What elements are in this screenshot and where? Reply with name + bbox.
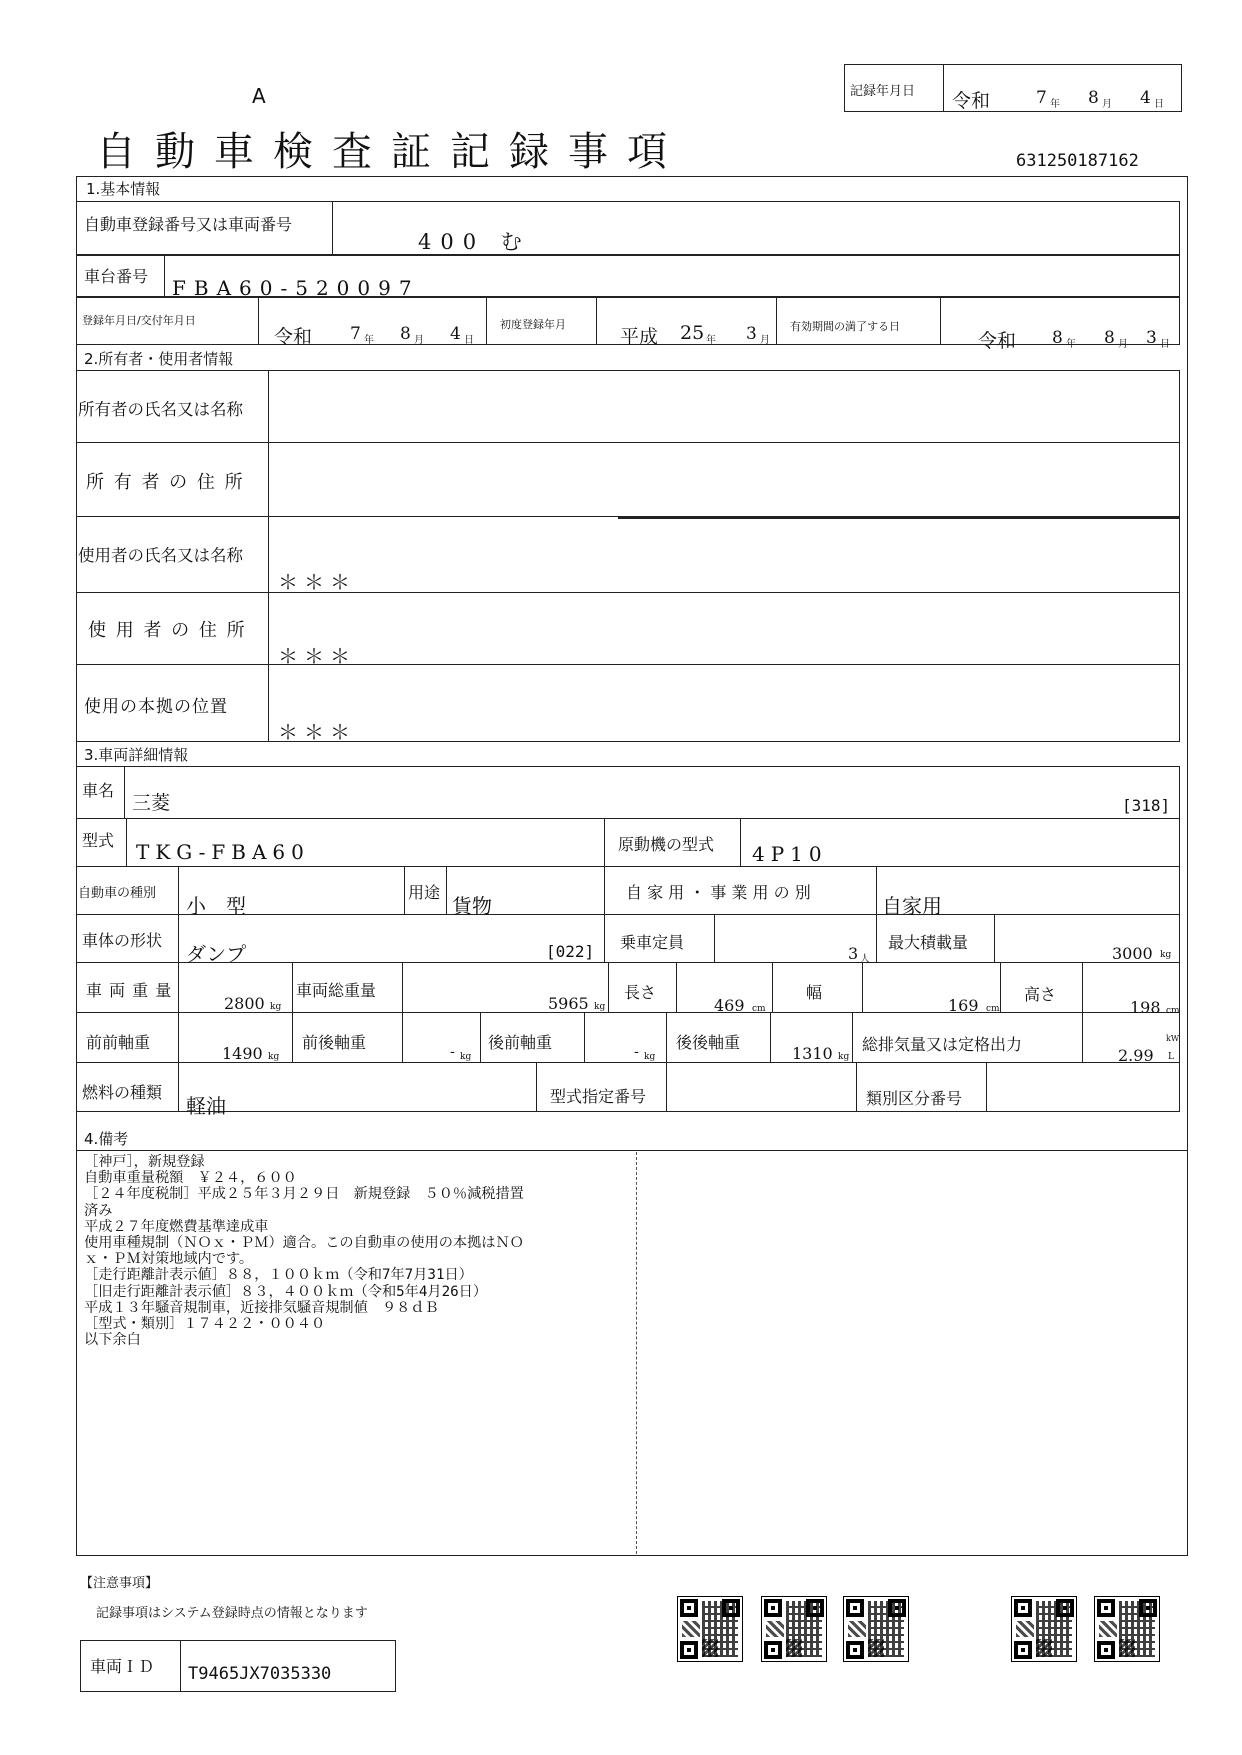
max-load-label: 最大積載量 [888,933,969,952]
expiry-day: 3 [1146,328,1157,348]
model-label: 型式 [82,831,115,850]
first-reg-era: 平成 [620,326,659,348]
remarks-line: 済み [84,1202,113,1219]
qr-code-3 [843,1596,909,1662]
capacity-value: 3 [848,944,859,963]
fr-axle-unit: kg [460,1052,472,1062]
car-name-value: 三菱 [132,792,171,814]
expiry-day-unit: 日 [1160,339,1170,350]
remarks-line: ［神戸］，新規登録 [84,1154,205,1170]
rf-axle-label: 後前軸重 [488,1033,553,1052]
record-date-day-unit: 日 [1154,99,1164,110]
capacity-label: 乗車定員 [620,933,685,952]
expiry-era: 令和 [978,330,1017,352]
gross-weight-value: 5965 [548,994,589,1013]
section4-heading: 4.備考 [84,1130,129,1148]
reg-date-day-unit: 日 [464,335,474,346]
remarks-line: ［型式・類別］１７４２２・００４０ [84,1316,326,1333]
rf-axle-unit: kg [644,1052,656,1062]
qr-code-2 [761,1596,827,1662]
section1-heading: 1.基本情報 [86,180,161,198]
section2-heading: 2.所有者・使用者情報 [84,350,234,368]
expiry-month-unit: 月 [1118,339,1128,350]
record-date-year: 7 [1036,88,1047,108]
displacement-unit-l: L [1168,1052,1174,1062]
fr-axle-value: - [450,1044,455,1060]
vehicle-weight-unit: kg [270,1002,282,1012]
fr-axle-label: 前後軸重 [302,1033,367,1052]
remarks-text [84,1154,524,1348]
ff-axle-value: 1490 [222,1044,263,1063]
expiry-year: 8 [1052,328,1063,348]
owner-address-label: 所 有 者 の 住 所 [86,472,245,493]
reg-date-month-unit: 月 [414,335,424,346]
owner-address-underline [618,517,1180,519]
private-business-label: 自 家 用 ・ 事 業 用 の 別 [626,883,811,902]
vehicle-weight-label: 車 両 重 量 [86,981,173,1000]
record-date-year-unit: 年 [1050,99,1060,110]
car-name-label: 車名 [82,781,115,800]
rr-axle-label: 後後軸重 [676,1033,741,1052]
owner-name-label: 所有者の氏名又は名称 [78,400,243,419]
record-date-month-unit: 月 [1102,99,1112,110]
qr-code-4 [1011,1596,1077,1662]
engine-model-label: 原動機の型式 [618,835,715,854]
car-name-code: [318] [1122,796,1171,815]
body-shape-label: 車体の形状 [82,931,163,950]
rr-axle-unit: kg [838,1052,850,1062]
reg-number-value: 400 む [418,230,531,254]
form-marker: A [252,84,266,108]
vehicle-class-label: 自動車の種別 [78,886,157,901]
first-reg-year: 25 [680,322,705,344]
first-reg-month-unit: 月 [760,335,770,346]
body-shape-code: [022] [546,942,595,961]
displacement-label: 総排気量又は定格出力 [862,1035,1023,1054]
reg-date-year-unit: 年 [364,335,374,346]
notice-text: 記録事項はシステム登録時点の情報となります [96,1606,368,1621]
base-location-value: ＊＊＊ [278,720,356,744]
remarks-line: 自動車重量税額 ￥２４，６００ [84,1170,297,1187]
body-shape-value: ダンプ [186,942,247,966]
vehicle-weight-value: 2800 [224,994,265,1013]
document-number: 631250187162 [1016,151,1139,171]
remarks-line: ［走行距離計表示値］８８，１００ｋｍ（令和7年7月31日） [84,1267,473,1284]
user-name-label: 使用者の氏名又は名称 [78,546,243,565]
max-load-unit: kg [1160,950,1172,960]
max-load-value: 3000 [1112,944,1153,963]
reg-number-label: 自動車登録番号又は車両番号 [84,215,293,234]
engine-model-value: 4P10 [752,842,828,866]
length-value: 469 [714,996,745,1015]
length-unit: cm [752,1004,766,1014]
rr-axle-value: 1310 [792,1044,833,1063]
remarks-line: ｘ・ＰＭ対策地域内です。 [84,1251,254,1268]
width-value: 169 [948,996,979,1015]
record-date-month: 8 [1088,88,1099,108]
gross-weight-unit: kg [594,1002,606,1012]
ff-axle-unit: kg [268,1052,280,1062]
reg-date-label: 登録年月日/交付年月日 [82,314,196,327]
remarks-line: ［旧走行距離計表示値］８３，４００ｋｍ（令和5年4月26日） [84,1283,488,1300]
remarks-line: 以下余白 [84,1332,141,1349]
vehicle-id-label: 車両ＩＤ [90,1657,155,1676]
first-reg-month: 3 [746,324,757,344]
capacity-unit: 人 [860,954,870,965]
expiry-year-unit: 年 [1066,339,1076,350]
expiry-month: 8 [1104,328,1115,348]
type-designation-label: 型式指定番号 [550,1087,647,1106]
record-date-label: 記録年月日 [850,84,916,99]
base-location-label: 使用の本拠の位置 [84,697,228,717]
width-label: 幅 [806,983,823,1002]
length-label: 長さ [624,983,657,1002]
height-unit: cm [1166,1006,1180,1016]
gross-weight-label: 車両総重量 [296,981,377,1000]
remarks-line: 平成１３年騒音規制車，近接排気騒音規制値 ９８ｄＢ [84,1299,439,1316]
fuel-label: 燃料の種類 [82,1083,163,1102]
displacement-value: 2.99 [1118,1046,1154,1065]
section3-heading: 3.車両詳細情報 [84,746,189,764]
reg-date-era: 令和 [274,326,313,348]
displacement-unit-kw: kW [1166,1034,1180,1043]
usage-value: 貨物 [452,894,492,918]
usage-label: 用途 [408,883,441,902]
qr-code-5 [1094,1596,1160,1662]
reg-date-month: 8 [400,324,411,344]
remarks-divider [636,1152,637,1554]
height-value: 198 [1130,998,1161,1017]
fuel-value: 軽油 [186,1094,226,1118]
reg-date-day: 4 [450,324,461,344]
record-date-era: 令和 [952,90,991,112]
notice-heading: 【注意事項】 [80,1576,159,1591]
user-address-label: 使 用 者 の 住 所 [88,620,247,641]
remarks-line: 使用車種規制（ＮＯｘ・ＰＭ）適合。この自動車の使用の本拠はＮＯ [84,1235,524,1252]
remarks-line: ［２４年度税制］平成２５年３月２９日 新規登録 ５０％減税措置 [84,1186,524,1203]
height-label: 高さ [1024,985,1057,1004]
ff-axle-label: 前前軸重 [86,1033,151,1052]
qr-code-1 [677,1596,743,1662]
chassis-label: 車台番号 [84,267,149,286]
document-title: 自動車検査証記録事項 [96,129,686,175]
first-reg-year-unit: 年 [706,335,716,346]
vehicle-id-value: T9465JX7035330 [188,1664,332,1684]
reg-date-year: 7 [350,324,361,344]
rf-axle-value: - [634,1044,639,1060]
record-date-day: 4 [1140,88,1151,108]
first-reg-label: 初度登録年月 [500,318,566,331]
vehicle-class-value: 小 型 [186,894,246,918]
category-label: 類別区分番号 [866,1089,963,1108]
private-business-value: 自家用 [882,894,942,918]
remarks-line: 平成２７年度燃費基準達成車 [84,1218,269,1235]
chassis-value: FBA60-520097 [172,276,420,300]
expiry-label: 有効期間の満了する日 [790,320,900,333]
width-unit: cm [986,1004,1000,1014]
model-value: TKG-FBA60 [136,840,310,864]
user-name-value: ＊＊＊ [278,570,356,594]
user-address-value: ＊＊＊ [278,644,356,668]
